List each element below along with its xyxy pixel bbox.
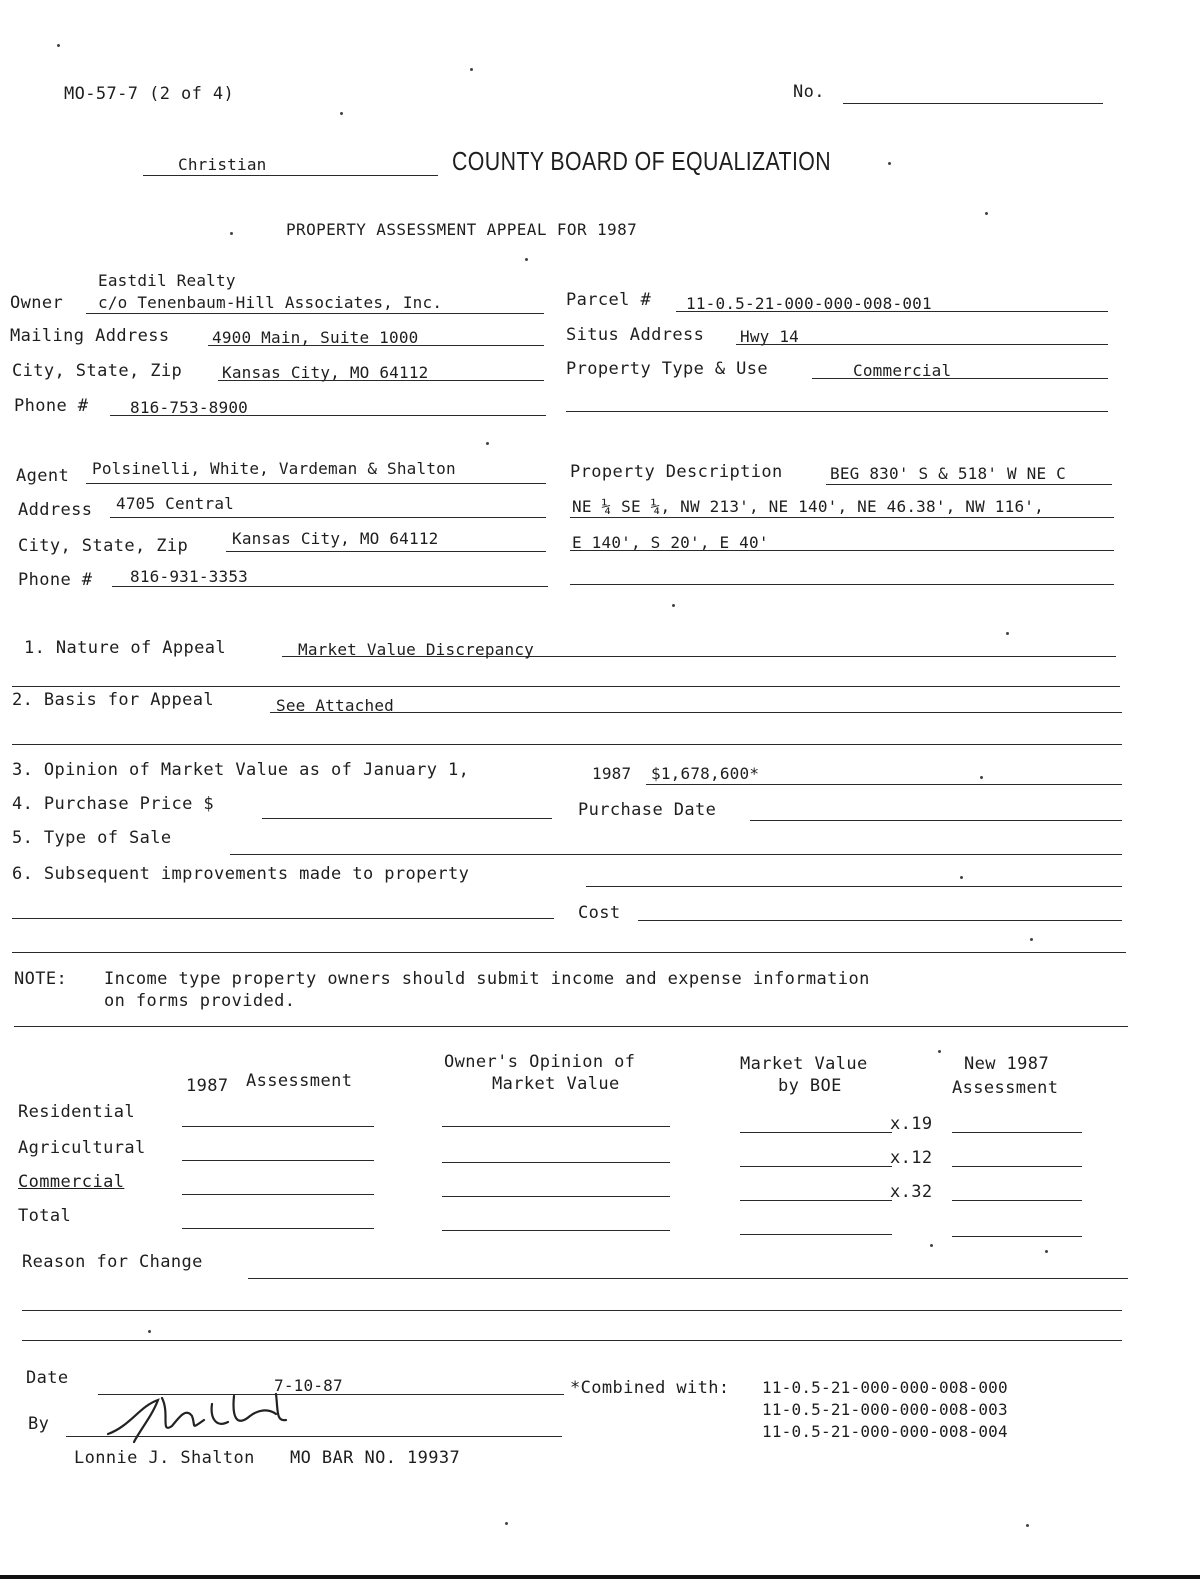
row-agricultural-owner-line [442, 1162, 670, 1163]
owner-name-line2: c/o Tenenbaum-Hill Associates, Inc. [98, 293, 443, 312]
description-rule2 [570, 517, 1114, 518]
row-commercial-market-line [740, 1200, 892, 1201]
combined-parcel-1: 11-0.5-21-000-000-008-000 [762, 1378, 1008, 1397]
agent-city-line [226, 551, 546, 552]
situs-address: Hwy 14 [740, 327, 799, 346]
scan-speck [470, 68, 473, 71]
agent-phone-label: Phone # [18, 570, 93, 590]
no-label: No. [793, 82, 825, 102]
scan-speck [672, 604, 675, 607]
reason-line3 [22, 1340, 1122, 1341]
purchase-date-line [750, 820, 1122, 821]
cost-line [638, 920, 1122, 921]
q4-label: 4. Purchase Price $ [12, 794, 215, 814]
row-commercial-assess-line [182, 1194, 374, 1195]
description-label: Property Description [570, 462, 783, 482]
note-line2: on forms provided. [104, 991, 296, 1011]
owner-city: Kansas City, MO 64112 [222, 363, 429, 382]
form-subtitle: PROPERTY ASSESSMENT APPEAL FOR 1987 [286, 220, 638, 239]
agent-address: 4705 Central [116, 494, 234, 513]
description-line2: NE ¼ SE ¼, NW 213', NE 140', NE 46.38', NW 116', [572, 497, 1044, 516]
row-label-agricultural: Agricultural [18, 1138, 146, 1158]
scan-speck [1045, 1250, 1048, 1253]
q6-line [586, 886, 1122, 887]
reason-label: Reason for Change [22, 1252, 203, 1272]
scan-speck [1006, 632, 1009, 635]
note-line1: Income type property owners should submit income and expense information [104, 969, 870, 989]
q5-label: 5. Type of Sale [12, 828, 172, 848]
scan-speck [888, 162, 891, 165]
col-assessment: Assessment [246, 1071, 353, 1091]
row-commercial-factor: x.32 [890, 1182, 933, 1202]
scan-speck [980, 776, 983, 779]
q3-year: 1987 [592, 764, 632, 783]
scan-speck [985, 212, 988, 215]
scan-speck [505, 1522, 508, 1525]
col-market-line1: Market Value [740, 1054, 868, 1074]
situs-line [736, 344, 1108, 345]
col-year: 1987 [186, 1076, 229, 1096]
agent-city-label: City, State, Zip [18, 536, 189, 556]
mailing-line [208, 345, 544, 346]
county-line [143, 175, 438, 176]
bar-number: MO BAR NO. 19937 [290, 1448, 461, 1468]
row-total-market-line [740, 1234, 892, 1235]
scan-speck [57, 44, 60, 47]
row-total-assess-line [182, 1228, 374, 1229]
row-label-residential: Residential [18, 1102, 135, 1122]
mailing-label: Mailing Address [10, 326, 170, 346]
mailing-address: 4900 Main, Suite 1000 [212, 328, 419, 347]
col-market-line2: by BOE [778, 1076, 842, 1096]
reason-line1 [248, 1278, 1128, 1279]
date-label: Date [26, 1368, 69, 1388]
situs-label: Situs Address [566, 325, 705, 345]
q6-line2 [12, 918, 554, 919]
col-new-line2: Assessment [952, 1078, 1059, 1098]
agent-line [86, 483, 546, 484]
description-rule1 [826, 484, 1112, 485]
row-residential-new-line [952, 1132, 1082, 1133]
board-title: COUNTY BOARD OF EQUALIZATION [452, 146, 832, 176]
parcel-label: Parcel # [566, 290, 652, 310]
description-line1: BEG 830' S & 518' W NE C [830, 464, 1066, 483]
description-rule4 [570, 584, 1114, 585]
owner-phone-line [110, 415, 546, 416]
q1-label: 1. Nature of Appeal [24, 638, 227, 658]
row-label-total: Total [18, 1206, 72, 1226]
combined-label: *Combined with: [570, 1378, 730, 1398]
agent-label: Agent [16, 466, 70, 486]
q2-label: 2. Basis for Appeal [12, 690, 215, 710]
row-agricultural-new-line [952, 1166, 1082, 1167]
q3-line [646, 784, 1122, 785]
col-owner-line1: Owner's Opinion of [444, 1052, 636, 1072]
q2-line2 [12, 744, 1122, 745]
scan-speck [930, 1244, 933, 1247]
scan-speck [1030, 938, 1033, 941]
signature-image [100, 1386, 310, 1448]
date-value: 7-10-87 [274, 1376, 343, 1395]
description-line3: E 140', S 20', E 40' [572, 533, 769, 552]
parcel-line [676, 311, 1108, 312]
q3-value: $1,678,600* [651, 764, 760, 783]
property-type-line2 [566, 411, 1108, 412]
row-residential-factor: x.19 [890, 1114, 933, 1134]
row-agricultural-market-line [740, 1166, 892, 1167]
row-residential-market-line [740, 1132, 892, 1133]
agent-address-line [110, 517, 546, 518]
purchase-date-label: Purchase Date [578, 800, 717, 820]
scan-speck [230, 232, 233, 235]
description-rule3 [570, 550, 1114, 551]
q6-label: 6. Subsequent improvements made to property [12, 864, 470, 884]
owner-line [86, 313, 544, 314]
owner-phone-label: Phone # [14, 396, 89, 416]
scan-speck [938, 1050, 941, 1053]
no-line [843, 103, 1103, 104]
q5-line [230, 854, 1122, 855]
county-name: Christian [178, 155, 267, 174]
combined-parcel-3: 11-0.5-21-000-000-008-004 [762, 1422, 1008, 1441]
parcel-number: 11-0.5-21-000-000-008-001 [686, 294, 932, 313]
form-id: MO-57-7 (2 of 4) [64, 84, 235, 104]
note-label: NOTE: [14, 969, 68, 989]
signer-name: Lonnie J. Shalton [74, 1448, 255, 1468]
scan-speck [340, 112, 343, 115]
agent-name: Polsinelli, White, Vardeman & Shalton [92, 459, 456, 478]
col-new-line1: New 1987 [964, 1054, 1050, 1074]
q2-line [270, 712, 1122, 713]
scan-speck [960, 876, 963, 879]
q1-value: Market Value Discrepancy [298, 640, 534, 659]
scan-speck [148, 1330, 151, 1333]
scan-speck [486, 442, 489, 445]
owner-label: Owner [10, 293, 64, 313]
row-agricultural-assess-line [182, 1160, 374, 1161]
row-commercial-owner-line [442, 1196, 670, 1197]
row-label-commercial: Commercial [18, 1172, 125, 1192]
note-rule [14, 1026, 1128, 1027]
q6-line3 [12, 952, 1126, 953]
agent-city: Kansas City, MO 64112 [232, 529, 439, 548]
scan-speck [525, 258, 528, 261]
col-owner-line2: Market Value [492, 1074, 620, 1094]
owner-city-label: City, State, Zip [12, 361, 183, 381]
agent-phone-line [112, 586, 548, 587]
agent-address-label: Address [18, 500, 93, 520]
row-commercial-new-line [952, 1200, 1082, 1201]
reason-line2 [22, 1310, 1122, 1311]
row-total-owner-line [442, 1230, 670, 1231]
row-residential-owner-line [442, 1126, 670, 1127]
q3-label: 3. Opinion of Market Value as of January 1, [12, 760, 470, 780]
scan-bottom-edge [0, 1575, 1200, 1579]
agent-phone: 816-931-3353 [130, 567, 248, 586]
property-type-label: Property Type & Use [566, 359, 769, 379]
property-type-line [812, 378, 1108, 379]
q4-line [262, 818, 552, 819]
q2-value: See Attached [276, 696, 394, 715]
property-type: Commercial [853, 361, 952, 380]
row-total-new-line [952, 1236, 1082, 1237]
scan-speck [1026, 1524, 1029, 1527]
owner-city-line [218, 380, 544, 381]
owner-name-line1: Eastdil Realty [98, 271, 236, 290]
by-label: By [28, 1414, 50, 1434]
q1-line2 [12, 686, 1120, 687]
owner-phone: 816-753-8900 [130, 398, 248, 417]
row-residential-assess-line [182, 1126, 374, 1127]
cost-label: Cost [578, 903, 621, 923]
q1-line [282, 656, 1116, 657]
row-agricultural-factor: x.12 [890, 1148, 933, 1168]
combined-parcel-2: 11-0.5-21-000-000-008-003 [762, 1400, 1008, 1419]
